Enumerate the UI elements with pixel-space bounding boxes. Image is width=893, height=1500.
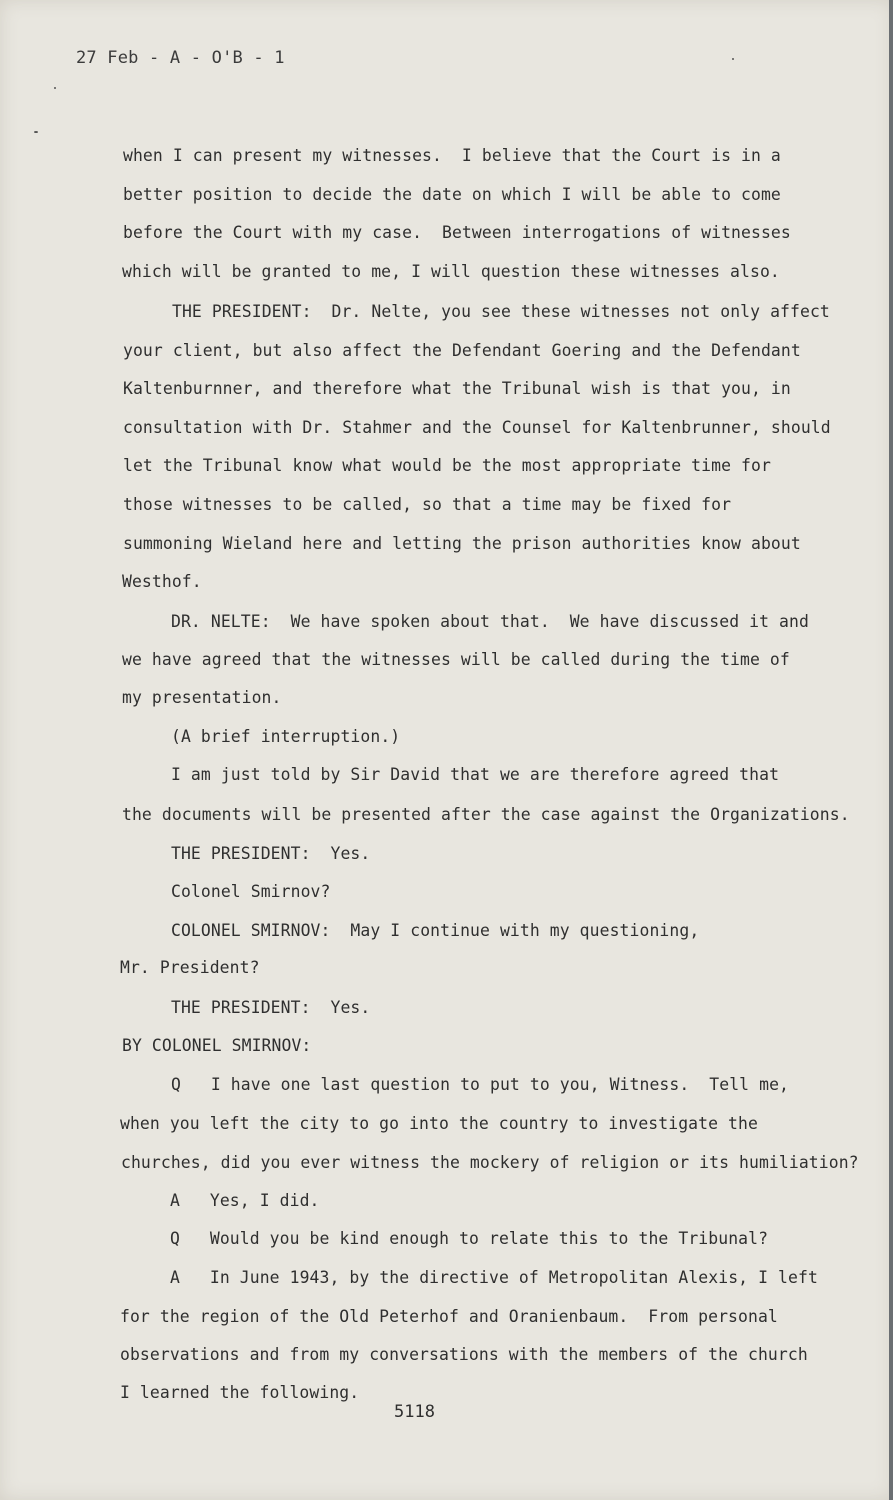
text-line: my presentation. bbox=[122, 688, 282, 707]
text-line: consultation with Dr. Stahmer and the Counsel for Kaltenbrunner, should bbox=[123, 418, 831, 437]
text-line: churches, did you ever witness the mockery of religion or its humiliation? bbox=[121, 1153, 859, 1172]
page-number: 5118 bbox=[394, 1402, 435, 1422]
text-line: which will be granted to me, I will question these witnesses also. bbox=[122, 262, 780, 281]
text-line: Mr. President? bbox=[120, 958, 260, 977]
text-line: those witnesses to be called, so that a time may be fixed for bbox=[123, 495, 732, 514]
text-line: when I can present my witnesses. I believe that the Court is in a bbox=[123, 146, 781, 165]
ink-speck bbox=[732, 58, 734, 60]
text-line: when you left the city to go into the country to investigate the bbox=[120, 1114, 758, 1133]
text-line: Colonel Smirnov? bbox=[171, 882, 331, 901]
text-line: the documents will be presented after the case against the Organizations. bbox=[122, 805, 850, 824]
text-line: BY COLONEL SMIRNOV: bbox=[122, 1036, 312, 1055]
text-line: DR. NELTE: We have spoken about that. We have discussed it and bbox=[171, 612, 809, 631]
text-line: better position to decide the date on which I will be able to come bbox=[123, 185, 781, 204]
text-line: for the region of the Old Peterhof and Oranienbaum. From personal bbox=[120, 1307, 778, 1326]
page-header: 27 Feb - A - O'B - 1 bbox=[76, 48, 285, 68]
ink-speck bbox=[34, 131, 38, 133]
text-line: summoning Wieland here and letting the prison authorities know about bbox=[123, 534, 801, 553]
text-line: THE PRESIDENT: Yes. bbox=[171, 844, 371, 863]
text-line: Q I have one last question to put to you, Witness. Tell me, bbox=[171, 1075, 790, 1094]
text-line: we have agreed that the witnesses will be called during the time of bbox=[122, 650, 790, 669]
text-line: observations and from my conversations with the members of the church bbox=[120, 1345, 808, 1364]
text-line: your client, but also affect the Defendant Goering and the Defendant bbox=[123, 341, 801, 360]
text-line: I learned the following. bbox=[120, 1383, 360, 1402]
page-edge bbox=[889, 0, 893, 1500]
text-line: Q Would you be kind enough to relate this to the Tribunal? bbox=[170, 1229, 769, 1248]
ink-speck bbox=[54, 87, 56, 89]
text-line: before the Court with my case. Between interrogations of witnesses bbox=[123, 223, 791, 242]
text-line: THE PRESIDENT: Dr. Nelte, you see these witnesses not only affect bbox=[172, 302, 830, 321]
text-line: (A brief interruption.) bbox=[171, 727, 401, 746]
text-line: Kaltenburnner, and therefore what the Tribunal wish is that you, in bbox=[123, 379, 791, 398]
text-line: A Yes, I did. bbox=[170, 1191, 320, 1210]
text-line: Westhof. bbox=[122, 572, 202, 591]
text-line: A In June 1943, by the directive of Metropolitan Alexis, I left bbox=[170, 1268, 818, 1287]
text-line: let the Tribunal know what would be the most appropriate time for bbox=[123, 456, 771, 475]
text-line: COLONEL SMIRNOV: May I continue with my questioning, bbox=[171, 921, 700, 940]
text-line: THE PRESIDENT: Yes. bbox=[171, 998, 371, 1017]
text-line: I am just told by Sir David that we are therefore agreed that bbox=[171, 765, 780, 784]
